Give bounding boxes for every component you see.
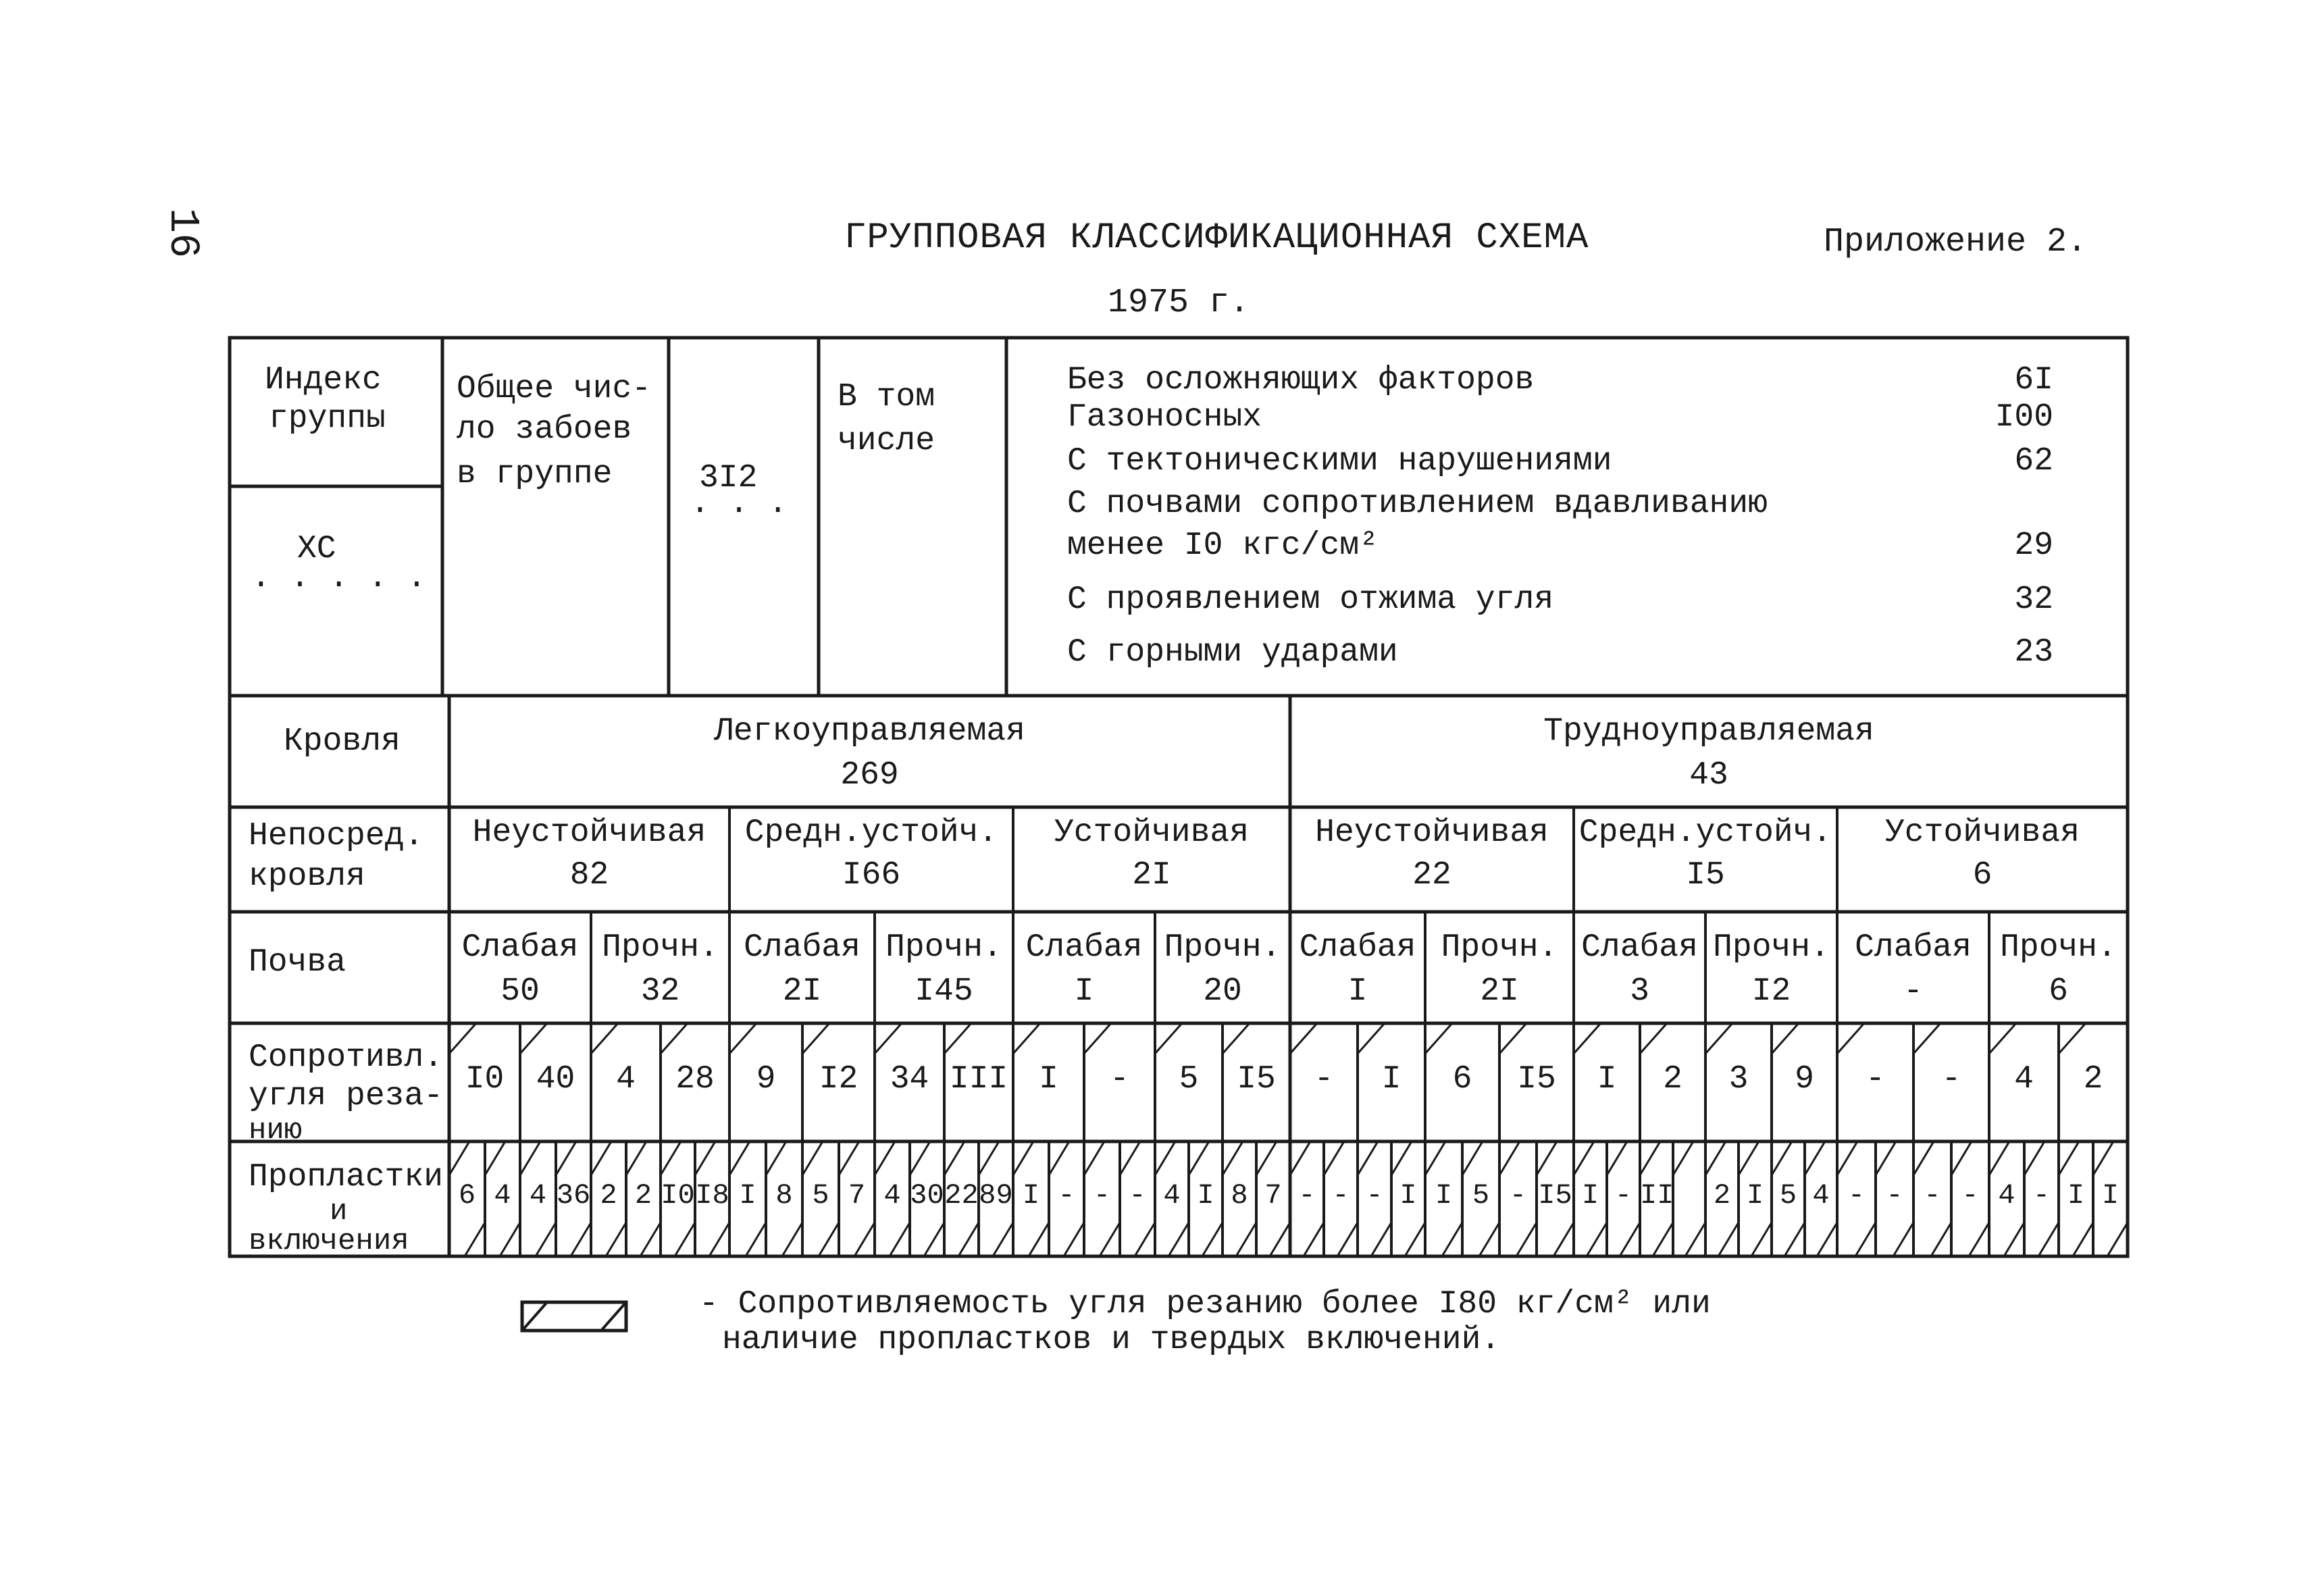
interlayer-value: - — [1924, 1179, 1941, 1212]
hatch-mark — [729, 1141, 750, 1175]
factor-value: 62 — [2014, 443, 2053, 480]
interlayer-value: I — [2067, 1179, 2085, 1212]
resistance-value: 34 — [890, 1061, 929, 1098]
appendix-label: Приложение 2. — [1824, 223, 2088, 261]
hatch-mark — [819, 1222, 839, 1256]
resistance-value: 3 — [1728, 1061, 1749, 1098]
hatch-mark — [571, 1222, 591, 1256]
hatch-mark — [1270, 1222, 1290, 1256]
resistance-value: 6 — [1452, 1061, 1472, 1098]
hatch-mark — [1371, 1222, 1391, 1256]
floor-count: 2I — [1480, 973, 1519, 1010]
immediate-roof-name: Устойчивая — [1884, 815, 2080, 851]
hatch-mark — [1084, 1141, 1104, 1175]
interlayer-value: 6 — [458, 1179, 476, 1212]
total-label-3: в группе — [457, 456, 613, 492]
interlayer-value: - — [1332, 1179, 1349, 1212]
page-number: 16 — [159, 207, 207, 259]
hatch-mark — [1084, 1023, 1111, 1054]
resistance-value: 4 — [2014, 1061, 2034, 1098]
immediate-roof-count: I5 — [1686, 857, 1725, 894]
resistance-value: 4 — [616, 1061, 636, 1098]
hatch-mark — [1739, 1141, 1759, 1175]
floor-name: Прочн. — [2000, 929, 2117, 966]
immediate-roof-count: I66 — [842, 857, 901, 894]
immediate-roof-label: Непосред. — [249, 818, 424, 854]
hatch-mark — [1479, 1222, 1499, 1256]
hatch-mark — [1064, 1222, 1084, 1256]
interlayer-value: I0 — [661, 1179, 695, 1212]
hatch-mark — [2038, 1222, 2059, 1256]
floor-name: Слабая — [1025, 929, 1143, 966]
floor-name: Слабая — [461, 929, 579, 966]
hatch-mark — [1391, 1141, 1412, 1175]
hatch-mark — [1223, 1023, 1250, 1054]
roof-type-name: Трудноуправляемая — [1543, 713, 1874, 750]
floor-name: Слабая — [744, 929, 860, 966]
interlayer-label-3: включения — [249, 1225, 409, 1258]
resistance-value: I5 — [1517, 1061, 1556, 1098]
hatch-mark — [1718, 1222, 1739, 1256]
interlayer-value: 4 — [1812, 1179, 1830, 1212]
interlayer-value: - — [1298, 1179, 1316, 1212]
hatch-mark — [1425, 1141, 1445, 1175]
hatch-mark — [1499, 1023, 1526, 1054]
interlayer-value: 30 — [910, 1179, 944, 1212]
legend-line-2: наличие пропластков и твердых включений. — [722, 1321, 1501, 1358]
roof-label: Кровля — [284, 723, 401, 760]
immediate-roof-name: Неустойчивая — [472, 815, 706, 851]
hatch-mark — [520, 1023, 547, 1054]
immediate-roof-count: 22 — [1412, 857, 1451, 894]
hatch-mark — [1772, 1141, 1792, 1175]
included-label: В том — [838, 379, 935, 415]
included-label-2: числе — [838, 423, 935, 459]
immediate-roof-count: 82 — [569, 857, 609, 894]
floor-count: 2I — [782, 973, 822, 1010]
hatch-mark — [1516, 1222, 1537, 1256]
hatch-mark — [591, 1141, 611, 1175]
interlayer-value: I — [2101, 1179, 2119, 1212]
hatch-mark — [1673, 1141, 1693, 1175]
interlayer-value: I — [1399, 1179, 1417, 1212]
interlayer-value: 5 — [812, 1179, 829, 1212]
hatch-mark — [1256, 1141, 1277, 1175]
hatch-mark — [1913, 1023, 1940, 1054]
hatch-mark — [1202, 1222, 1223, 1256]
floor-count: I — [1074, 973, 1094, 1010]
hatch-mark — [839, 1141, 859, 1175]
legend-text — [699, 1287, 1711, 1358]
resistance-value: I5 — [1237, 1061, 1276, 1098]
interlayer-value: I — [1022, 1179, 1040, 1212]
floor-count: I — [1347, 973, 1368, 1010]
hatch-mark — [1168, 1222, 1189, 1256]
immediate-roof-count: 2I — [1132, 857, 1171, 894]
hatch-mark — [1989, 1141, 2009, 1175]
interlayer-value: - — [1058, 1179, 1075, 1212]
hatch-mark — [1587, 1222, 1607, 1256]
hatch-mark — [556, 1141, 576, 1175]
hatch-mark — [606, 1222, 626, 1256]
resistance-value: III — [949, 1061, 1008, 1098]
interlayer-value: I — [1746, 1179, 1764, 1212]
hatch-mark — [1223, 1141, 1243, 1175]
total-dots: . . . — [690, 486, 788, 522]
factor-value: I00 — [1995, 399, 2053, 436]
hatch-mark — [1236, 1222, 1256, 1256]
interlayer-value: 4 — [1163, 1179, 1181, 1212]
hatch-mark — [1951, 1141, 1972, 1175]
hatch-mark — [1837, 1023, 1864, 1054]
immediate-roof-count: 6 — [1972, 857, 1992, 894]
index-label: Индекс — [265, 362, 382, 398]
hatch-mark — [993, 1222, 1013, 1256]
hatch-mark — [1837, 1141, 1857, 1175]
hatch-mark — [1640, 1141, 1660, 1175]
hatch-mark — [661, 1023, 688, 1054]
floor-name: Прочн. — [1441, 929, 1558, 966]
hatch-mark — [1931, 1222, 1951, 1256]
floor-count: I45 — [915, 973, 973, 1010]
interlayer-value: - — [1961, 1179, 1979, 1212]
factor-label: С проявлением отжима угля — [1067, 582, 1554, 618]
interlayer-value: - — [1886, 1179, 1903, 1212]
hatch-mark — [802, 1023, 829, 1054]
interlayer-value: I — [1435, 1179, 1453, 1212]
interlayer-value: 22 — [944, 1179, 979, 1212]
interlayer-value: I — [739, 1179, 756, 1212]
hatch-mark — [1049, 1141, 1069, 1175]
interlayer-value: II — [1640, 1179, 1674, 1212]
hatch-mark — [782, 1222, 802, 1256]
hatch-mark — [1772, 1023, 1799, 1054]
total-label-2: ло забоев — [457, 411, 632, 448]
hatch-mark — [1405, 1222, 1425, 1256]
hatch-mark — [1337, 1222, 1358, 1256]
hatch-mark — [1013, 1023, 1040, 1054]
document-title: ГРУППОВАЯ КЛАССИФИКАЦИОННАЯ СХЕМА — [844, 217, 1589, 259]
resistance-value: 28 — [675, 1061, 715, 1098]
resistance-value: 9 — [1795, 1061, 1814, 1098]
resistance-value: - — [1941, 1061, 1961, 1098]
hatch-mark — [1653, 1222, 1673, 1256]
factor-label: Без осложняющих факторов — [1067, 362, 1535, 398]
floor-name: Прочн. — [1713, 929, 1830, 966]
interlayer-value: 4 — [883, 1179, 901, 1212]
hatch-mark — [1324, 1141, 1344, 1175]
hatch-mark — [675, 1222, 695, 1256]
hatch-mark — [449, 1023, 476, 1054]
legend-line-1: - Сопротивляемость угля резанию более I80 кг/см² или — [699, 1286, 1711, 1322]
hatch-mark — [1640, 1023, 1667, 1054]
hatch-mark — [1574, 1141, 1594, 1175]
resistance-label-3: нию — [249, 1114, 303, 1148]
hatch-mark — [2107, 1222, 2128, 1256]
hatch-mark — [2024, 1141, 2045, 1175]
hatch-mark — [1805, 1141, 1825, 1175]
hatch-mark — [2073, 1222, 2093, 1256]
hatch-mark — [2093, 1141, 2113, 1175]
hatch-mark — [1290, 1023, 1317, 1054]
hatch-mark — [695, 1141, 715, 1175]
hatch-mark — [1120, 1141, 1140, 1175]
factor-label: С почвами сопротивлением вдавливанию — [1067, 486, 1768, 522]
floor-count: 6 — [2049, 973, 2068, 1010]
hatch-mark — [520, 1141, 540, 1175]
hatch-mark — [591, 1023, 618, 1054]
hatch-mark — [500, 1222, 520, 1256]
roof-type-count: 269 — [840, 757, 899, 794]
floor-count: 20 — [1203, 973, 1242, 1010]
resistance-value: I — [1597, 1061, 1617, 1098]
immediate-roof-name: Средн.устойч. — [744, 815, 998, 851]
resistance-value: I0 — [465, 1061, 505, 1098]
interlayer-label-2: и — [330, 1195, 348, 1229]
hatch-mark — [944, 1023, 971, 1054]
interlayer-value: - — [1366, 1179, 1383, 1212]
hatch-mark — [854, 1222, 875, 1256]
index-value: ХС — [297, 531, 336, 567]
hatch-mark — [1442, 1222, 1462, 1256]
interlayer-value: - — [1129, 1179, 1146, 1212]
interlayer-value: I8 — [695, 1179, 729, 1212]
hatch-mark — [979, 1141, 999, 1175]
hatch-mark — [1876, 1141, 1896, 1175]
document-year: 1975 г. — [1108, 284, 1250, 322]
interlayer-value: - — [2032, 1179, 2051, 1212]
interlayer-value: 2 — [634, 1179, 652, 1212]
hatch-mark — [1817, 1222, 1837, 1256]
hatch-mark — [1135, 1222, 1155, 1256]
factor-value: 29 — [2014, 527, 2053, 564]
hatch-mark — [1425, 1023, 1452, 1054]
hatch-mark — [1290, 1141, 1310, 1175]
hatch-mark — [709, 1222, 729, 1256]
hatch-mark — [1893, 1222, 1913, 1256]
hatch-mark — [661, 1141, 681, 1175]
hatch-mark — [640, 1222, 661, 1256]
interlayer-value: 5 — [1472, 1179, 1490, 1212]
factor-label: С горными ударами — [1067, 634, 1398, 671]
hatch-mark — [1155, 1023, 1182, 1054]
hatch-mark — [1358, 1141, 1378, 1175]
floor-count: 50 — [500, 973, 540, 1010]
roof-type-name: Легкоуправляемая — [714, 713, 1025, 750]
hatch-mark — [1574, 1023, 1601, 1054]
hatch-mark — [2004, 1222, 2024, 1256]
resistance-value: 2 — [1663, 1061, 1682, 1098]
roof-type-count: 43 — [1689, 757, 1728, 794]
factor-label: Газоносных — [1067, 399, 1262, 436]
floor-name: Прочн. — [602, 929, 719, 966]
interlayer-value: 5 — [1779, 1179, 1797, 1212]
hatch-mark — [449, 1141, 469, 1175]
resistance-value: 5 — [1179, 1061, 1199, 1098]
hatch-mark — [875, 1141, 895, 1175]
hatch-mark — [802, 1141, 823, 1175]
factor-label: С тектоническими нарушениями — [1067, 443, 1612, 480]
floor-name: Слабая — [1855, 929, 1972, 966]
resistance-value: 2 — [2083, 1061, 2103, 1098]
hatch-mark — [1499, 1141, 1520, 1175]
hatch-mark — [746, 1222, 766, 1256]
hatch-mark — [1462, 1141, 1483, 1175]
interlayer-value: 8 — [1231, 1179, 1248, 1212]
resistance-label: Сопротивл. — [249, 1039, 444, 1076]
floor-name: Прочн. — [885, 929, 1002, 966]
immediate-roof-name: Устойчивая — [1054, 815, 1250, 851]
hatch-mark — [875, 1023, 902, 1054]
factor-value: 32 — [2014, 582, 2053, 618]
interlayer-value: 8 — [775, 1179, 793, 1212]
immediate-roof-name: Неустойчивая — [1315, 815, 1549, 851]
hatch-mark — [1553, 1222, 1574, 1256]
immediate-roof-name: Средн.устойч. — [1578, 815, 1832, 851]
hatch-mark — [1304, 1222, 1324, 1256]
resistance-value: 9 — [756, 1061, 776, 1098]
hatch-mark — [958, 1222, 979, 1256]
legend-swatch-icon — [520, 1300, 628, 1333]
hatch-mark — [1989, 1023, 2016, 1054]
hatch-mark — [1705, 1023, 1732, 1054]
hatch-mark — [1013, 1141, 1033, 1175]
hatch-mark — [924, 1222, 944, 1256]
hatch-mark — [1913, 1141, 1934, 1175]
interlayer-value: 89 — [979, 1179, 1013, 1212]
hatch-mark — [1620, 1222, 1640, 1256]
factor-value: 23 — [2014, 634, 2053, 671]
interlayer-value: - — [1093, 1179, 1111, 1212]
interlayer-value: 7 — [848, 1179, 866, 1212]
interlayer-value: - — [1614, 1179, 1632, 1212]
interlayer-label: Пропластки — [249, 1159, 444, 1195]
hatch-mark — [465, 1222, 485, 1256]
hatch-mark — [944, 1141, 965, 1175]
hatch-mark — [1358, 1023, 1385, 1054]
hatch-mark — [1155, 1141, 1175, 1175]
floor-name: Слабая — [1299, 929, 1416, 966]
hatch-mark — [485, 1141, 505, 1175]
interlayer-value: I5 — [1538, 1179, 1572, 1212]
resistance-value: - — [1866, 1061, 1885, 1098]
floor-count: I2 — [1751, 973, 1791, 1010]
factor-label: менее I0 кгс/см² — [1067, 527, 1379, 564]
hatch-mark — [626, 1141, 646, 1175]
resistance-value: I — [1039, 1061, 1058, 1098]
floor-count: - — [1903, 973, 1923, 1010]
hatch-mark — [1784, 1222, 1805, 1256]
hatch-mark — [910, 1141, 930, 1175]
hatch-mark — [1685, 1222, 1705, 1256]
hatch-mark — [1100, 1222, 1120, 1256]
index-dots: . . . . . — [251, 560, 427, 596]
floor-count: 3 — [1630, 973, 1649, 1010]
hatch-mark — [729, 1023, 756, 1054]
hatch-mark — [536, 1222, 556, 1256]
hatch-mark — [890, 1222, 910, 1256]
resistance-value: - — [1314, 1061, 1334, 1098]
hatch-mark — [1705, 1141, 1726, 1175]
hatch-mark — [1607, 1141, 1627, 1175]
interlayer-value: 36 — [556, 1179, 591, 1212]
interlayer-value: - — [1847, 1179, 1866, 1212]
interlayer-value: 4 — [1998, 1179, 2015, 1212]
hatch-mark — [1029, 1222, 1049, 1256]
floor-label: Почва — [249, 944, 346, 981]
resistance-value: 40 — [536, 1061, 575, 1098]
hatch-mark — [1189, 1141, 1209, 1175]
interlayer-value: 2 — [1713, 1179, 1731, 1212]
floor-name: Прочн. — [1164, 929, 1281, 966]
hatch-mark — [1969, 1222, 1989, 1256]
hatch-mark — [2059, 1141, 2079, 1175]
interlayer-value: I — [1197, 1179, 1214, 1212]
floor-count: 32 — [640, 973, 680, 1010]
hatch-mark — [1855, 1222, 1876, 1256]
factor-value: 6I — [2014, 362, 2053, 398]
interlayer-value: 7 — [1264, 1179, 1282, 1212]
interlayer-value: 4 — [494, 1179, 511, 1212]
floor-name: Слабая — [1581, 929, 1698, 966]
resistance-label-2: угля реза- — [249, 1078, 444, 1114]
resistance-value: I2 — [819, 1061, 858, 1098]
resistance-value: I — [1381, 1061, 1402, 1098]
resistance-value: - — [1110, 1061, 1129, 1098]
interlayer-value: - — [1509, 1179, 1527, 1212]
index-label-2: группы — [269, 401, 386, 437]
hatch-mark — [1537, 1141, 1557, 1175]
total-label: Общее чис- — [457, 371, 652, 407]
hatch-mark — [1751, 1222, 1772, 1256]
immediate-roof-label-2: кровля — [249, 858, 365, 895]
interlayer-value: I — [1581, 1179, 1599, 1212]
interlayer-value: 4 — [529, 1179, 547, 1212]
interlayer-value: 2 — [600, 1179, 617, 1212]
total-value: 3I2 — [699, 460, 758, 496]
hatch-mark — [2059, 1023, 2086, 1054]
hatch-mark — [766, 1141, 786, 1175]
